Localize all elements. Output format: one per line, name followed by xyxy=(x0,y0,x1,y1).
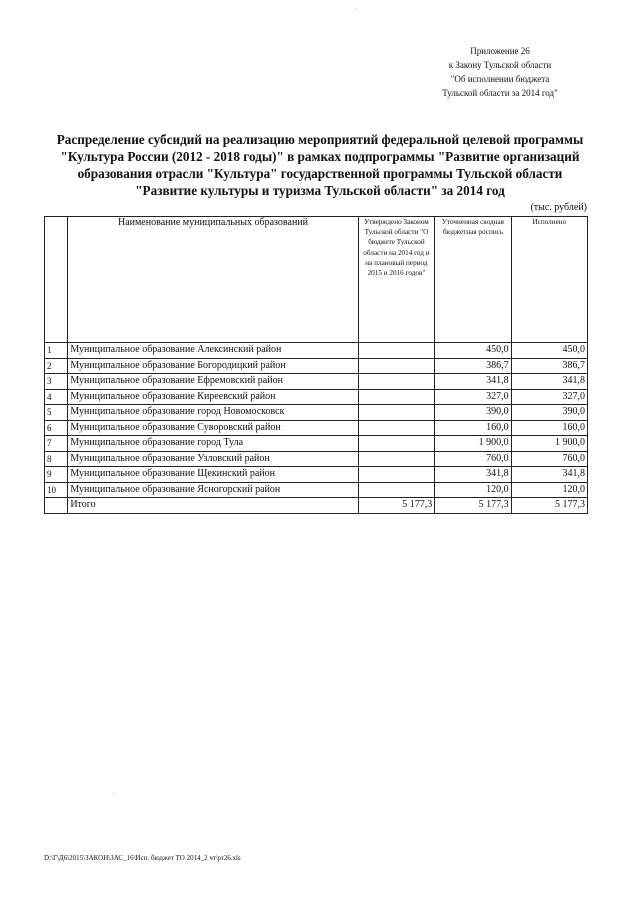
row-refined: 341,8 xyxy=(435,374,511,390)
row-num: 3 xyxy=(45,374,68,390)
row-approved xyxy=(358,420,435,436)
row-num: 4 xyxy=(45,389,68,405)
row-refined: 386,7 xyxy=(435,358,511,374)
table-total-row xyxy=(45,498,588,514)
title-line-1: Распределение субсидий на реализацию мероприятий федеральной целевой программы xyxy=(56,132,584,147)
row-refined: 341,8 xyxy=(435,467,511,483)
row-name: Муниципальное образование Суворовский район xyxy=(68,420,358,436)
total-approved: 5 177,3 xyxy=(358,498,435,514)
row-executed: 120,0 xyxy=(511,482,587,498)
row-approved xyxy=(358,405,435,421)
table-header-row xyxy=(45,217,588,343)
row-executed: 341,8 xyxy=(511,374,587,390)
row-name: Муниципальное образование город Новомосковск xyxy=(68,405,358,421)
row-refined: 327,0 xyxy=(435,389,511,405)
row-refined: 1 900,0 xyxy=(435,436,511,452)
table-row xyxy=(45,343,588,359)
row-num: 1 xyxy=(45,343,68,359)
header-refined: Уточненная сводная бюджетная роспись xyxy=(435,217,511,343)
row-approved xyxy=(358,358,435,374)
row-name: Муниципальное образование Узловский район xyxy=(68,451,358,467)
appendix-line-3: "Об исполнении бюджета xyxy=(450,74,550,84)
row-refined: 450,0 xyxy=(435,343,511,359)
row-refined: 160,0 xyxy=(435,420,511,436)
header-name: Наименование муниципальных образований xyxy=(68,217,358,343)
appendix-block xyxy=(400,44,600,100)
row-num: 7 xyxy=(45,436,68,452)
row-num: 5 xyxy=(45,405,68,421)
row-executed: 450,0 xyxy=(511,343,587,359)
row-approved xyxy=(358,436,435,452)
row-num: 8 xyxy=(45,451,68,467)
subsidy-table xyxy=(44,216,588,514)
row-name: Муниципальное образование Ефремовский район xyxy=(68,374,358,390)
appendix-line-1: Приложение 26 xyxy=(470,46,530,56)
row-approved xyxy=(358,374,435,390)
row-refined: 390,0 xyxy=(435,405,511,421)
title-line-4: "Развитие культуры и туризма Тульской области" за 2014 год xyxy=(135,183,505,198)
row-executed: 386,7 xyxy=(511,358,587,374)
row-executed: 327,0 xyxy=(511,389,587,405)
row-num: 2 xyxy=(45,358,68,374)
row-name: Муниципальное образование Алексинский район xyxy=(68,343,358,359)
row-approved xyxy=(358,482,435,498)
row-refined: 120,0 xyxy=(435,482,511,498)
row-name: Муниципальное образование Щекинский район xyxy=(68,467,358,483)
row-executed: 390,0 xyxy=(511,405,587,421)
table-row xyxy=(45,389,588,405)
title-line-2: "Культура России (2012 - 2018 годы)" в рамках подпрограммы "Развитие организаций xyxy=(60,149,580,164)
row-approved xyxy=(358,389,435,405)
scan-speck: · xyxy=(355,6,358,14)
total-refined: 5 177,3 xyxy=(435,498,511,514)
total-executed: 5 177,3 xyxy=(511,498,587,514)
row-num: 6 xyxy=(45,420,68,436)
header-executed: Исполнено xyxy=(511,217,587,343)
row-num: 10 xyxy=(45,482,68,498)
header-num xyxy=(45,217,68,343)
table-row xyxy=(45,374,588,390)
row-executed: 160,0 xyxy=(511,420,587,436)
table-row xyxy=(45,420,588,436)
row-approved xyxy=(358,343,435,359)
total-num xyxy=(45,498,68,514)
title-line-3: образования отрасли "Культура" государственной программы Тульской области xyxy=(77,166,563,181)
row-name: Муниципальное образование Ясногорский район xyxy=(68,482,358,498)
row-executed: 341,8 xyxy=(511,467,587,483)
row-num: 9 xyxy=(45,467,68,483)
row-refined: 760,0 xyxy=(435,451,511,467)
table-row xyxy=(45,451,588,467)
row-name: Муниципальное образование Киреевский район xyxy=(68,389,358,405)
appendix-line-4: Тульской области за 2014 год" xyxy=(442,88,558,98)
row-executed: 1 900,0 xyxy=(511,436,587,452)
table-row xyxy=(45,436,588,452)
units-note: (тыс. рублей) xyxy=(530,202,587,213)
table-row xyxy=(45,482,588,498)
table-row xyxy=(45,467,588,483)
row-approved xyxy=(358,467,435,483)
scan-speck: · xyxy=(113,790,116,798)
row-name: Муниципальное образование город Тула xyxy=(68,436,358,452)
header-approved: Утверждено Законом Тульской области "О бюджете Тульской области на 2014 год и на плановый период 2015 и 2016 годов" xyxy=(358,217,435,343)
file-path-footer: D:\Г\Д6\2015\ЗАКОН\ЗАС_16\Исп. бюджет ТО 2014_2 чт\рr26.xls xyxy=(44,854,241,862)
total-label: Итого xyxy=(68,498,358,514)
table-row xyxy=(45,405,588,421)
appendix-line-2: к Закону Тульской области xyxy=(448,60,552,70)
table-row xyxy=(45,358,588,374)
row-approved xyxy=(358,451,435,467)
row-executed: 760,0 xyxy=(511,451,587,467)
document-title xyxy=(40,131,600,199)
row-name: Муниципальное образование Богородицкий район xyxy=(68,358,358,374)
